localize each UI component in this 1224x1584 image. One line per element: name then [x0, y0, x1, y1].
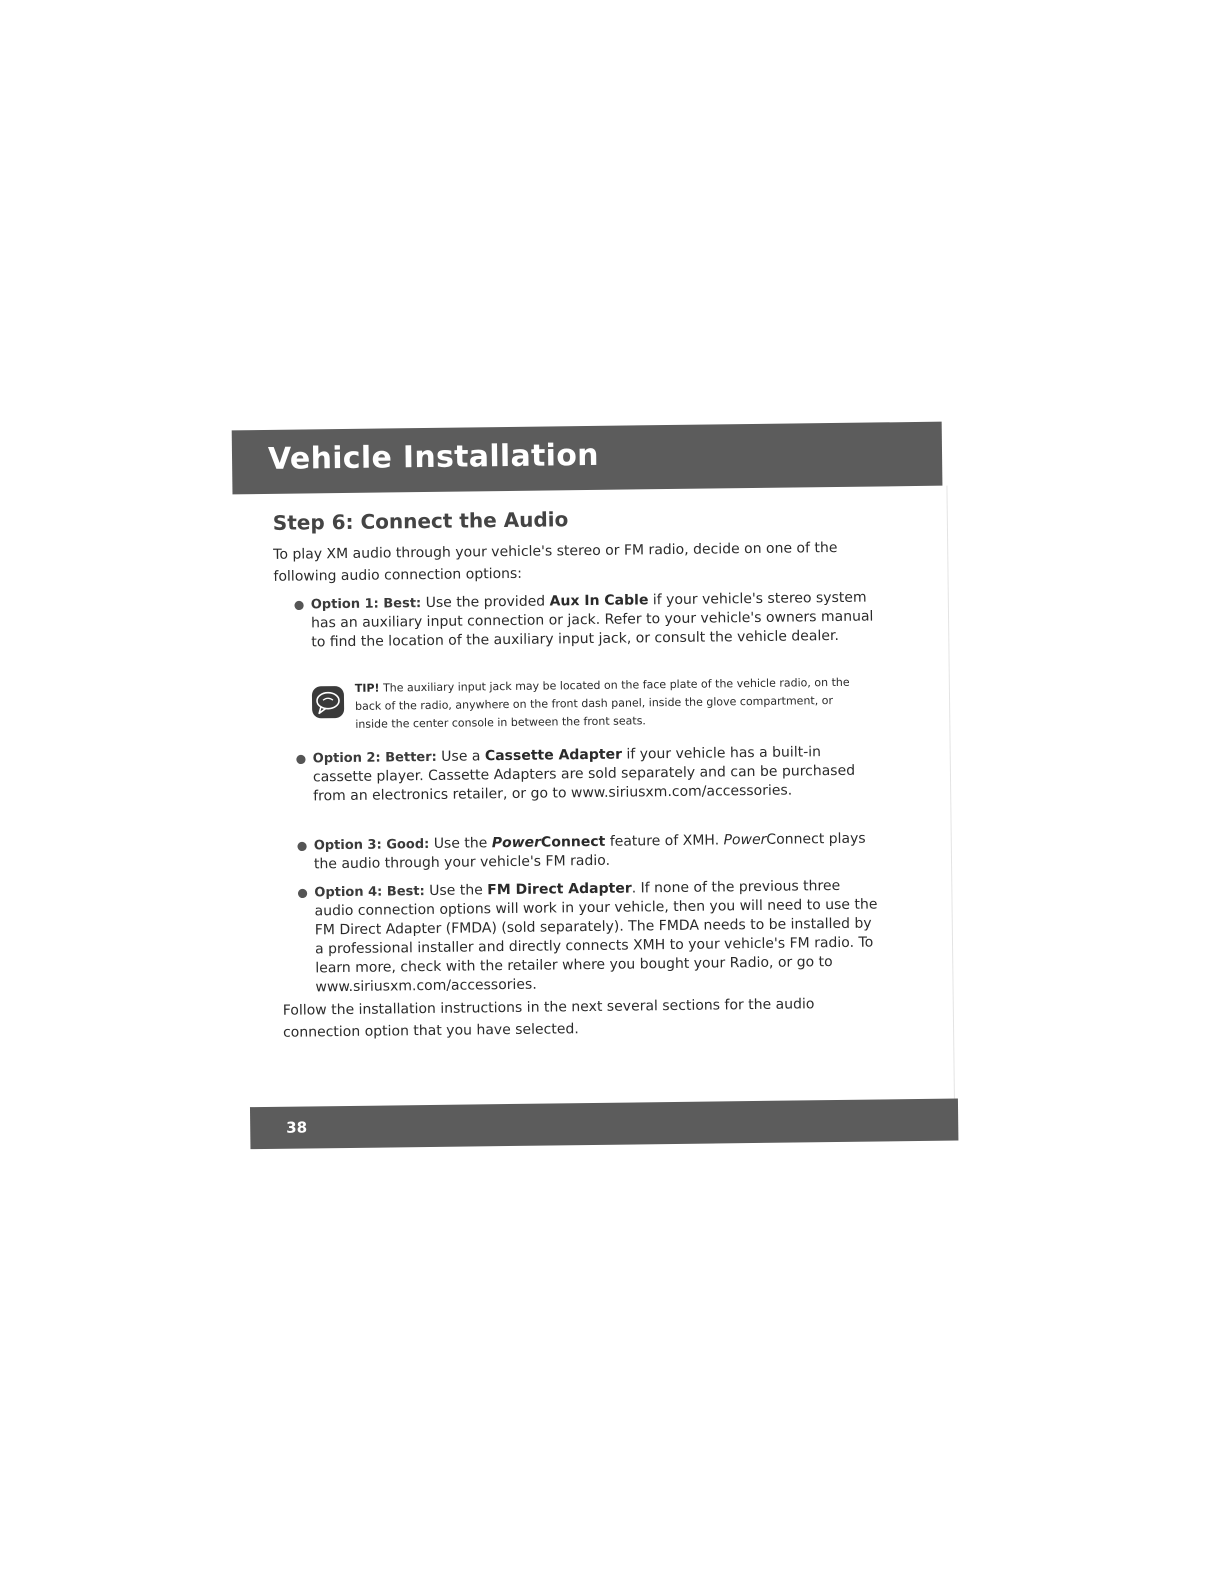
option-3-product-italic: Power [491, 834, 542, 852]
option-4-text-before: Use the [424, 882, 488, 900]
option-1-label: Option 1: Best: [310, 596, 422, 613]
option-3-label: Option 3: Good: [313, 836, 430, 854]
option-2-text-after: if your vehicle has a built-in cassette player. Cassette Adapters are sold separately and can be purchased from an electronics retailer, or go to www.siriusxm.com/accessories. [312, 744, 856, 805]
step-heading: Step 6: Connect the Audio [272, 507, 569, 535]
option-1-product: Aux In Cable [549, 592, 649, 610]
option-1-text-after: if your vehicle's stereo system has an auxiliary input connection or jack. Refer to your vehicle's owners manual to find the location of the auxiliary input jack, or consult the vehicle dealer. [310, 589, 874, 651]
section-header-bar [232, 422, 943, 495]
speech-bubble-icon [311, 685, 345, 719]
option-2-item [296, 743, 877, 807]
option-1-text-before: Use the provided [421, 593, 550, 612]
option-1-text [311, 589, 875, 653]
tip-label: TIP! [354, 681, 380, 695]
option-3-item [297, 830, 877, 875]
intro-paragraph: To play XM audio through your vehicle's stereo or FM radio, decide on one of the following audio connection options: [273, 539, 838, 585]
option-2-label: Option 2: Better: [312, 749, 437, 767]
option-4-label: Option 4: Best: [314, 884, 425, 901]
option-4-text-after: . If none of the previous three audio connection options will work in your vehicle, then you will need to use the FM Direct Adapter (FMDA) (sold separately). The FMDA needs to be installed by a professional installer and directly connects XMH to your vehicle's FM radio. To learn more, check with the retailer where you bought your Radio, or go to www.siriusxm.com/accessories. [314, 877, 878, 996]
option-4-item [297, 876, 878, 997]
option-3-text-middle: feature of XMH. [605, 832, 724, 850]
option-3-text [314, 830, 877, 875]
bullet-icon: ● [295, 751, 307, 766]
bullet-icon: ● [297, 885, 308, 900]
option-3-text-before: Use the [429, 835, 492, 852]
option-2-text-before: Use a [436, 748, 485, 765]
option-3-text-after: Connect plays the audio through your vehicle's FM radio. [313, 830, 866, 873]
section-title: Vehicle Installation [267, 437, 600, 477]
page-number: 38 [286, 1118, 308, 1137]
option-3-text-italic: Power [723, 831, 767, 849]
bullet-icon: ● [296, 838, 308, 853]
footer-bar [250, 1099, 958, 1150]
option-2-text [313, 743, 877, 807]
option-4-product: FM Direct Adapter [487, 880, 632, 899]
outro-paragraph: Follow the installation instructions in the next several sections for the audio connection option that you have selected. [282, 996, 815, 1041]
bullet-icon: ● [293, 597, 305, 612]
tip-box [311, 674, 852, 739]
option-4-text [314, 876, 878, 997]
option-1-item [294, 589, 875, 653]
tip-body: The auxiliary input jack may be located on the face plate of the vehicle radio, on the back of the radio, anywhere on the front dash panel, inside the glove compartment, or inside the center console in between the front seats. [355, 675, 850, 731]
option-3-product: Connect [540, 833, 606, 851]
option-2-product: Cassette Adapter [484, 746, 623, 765]
tip-text [355, 674, 851, 734]
